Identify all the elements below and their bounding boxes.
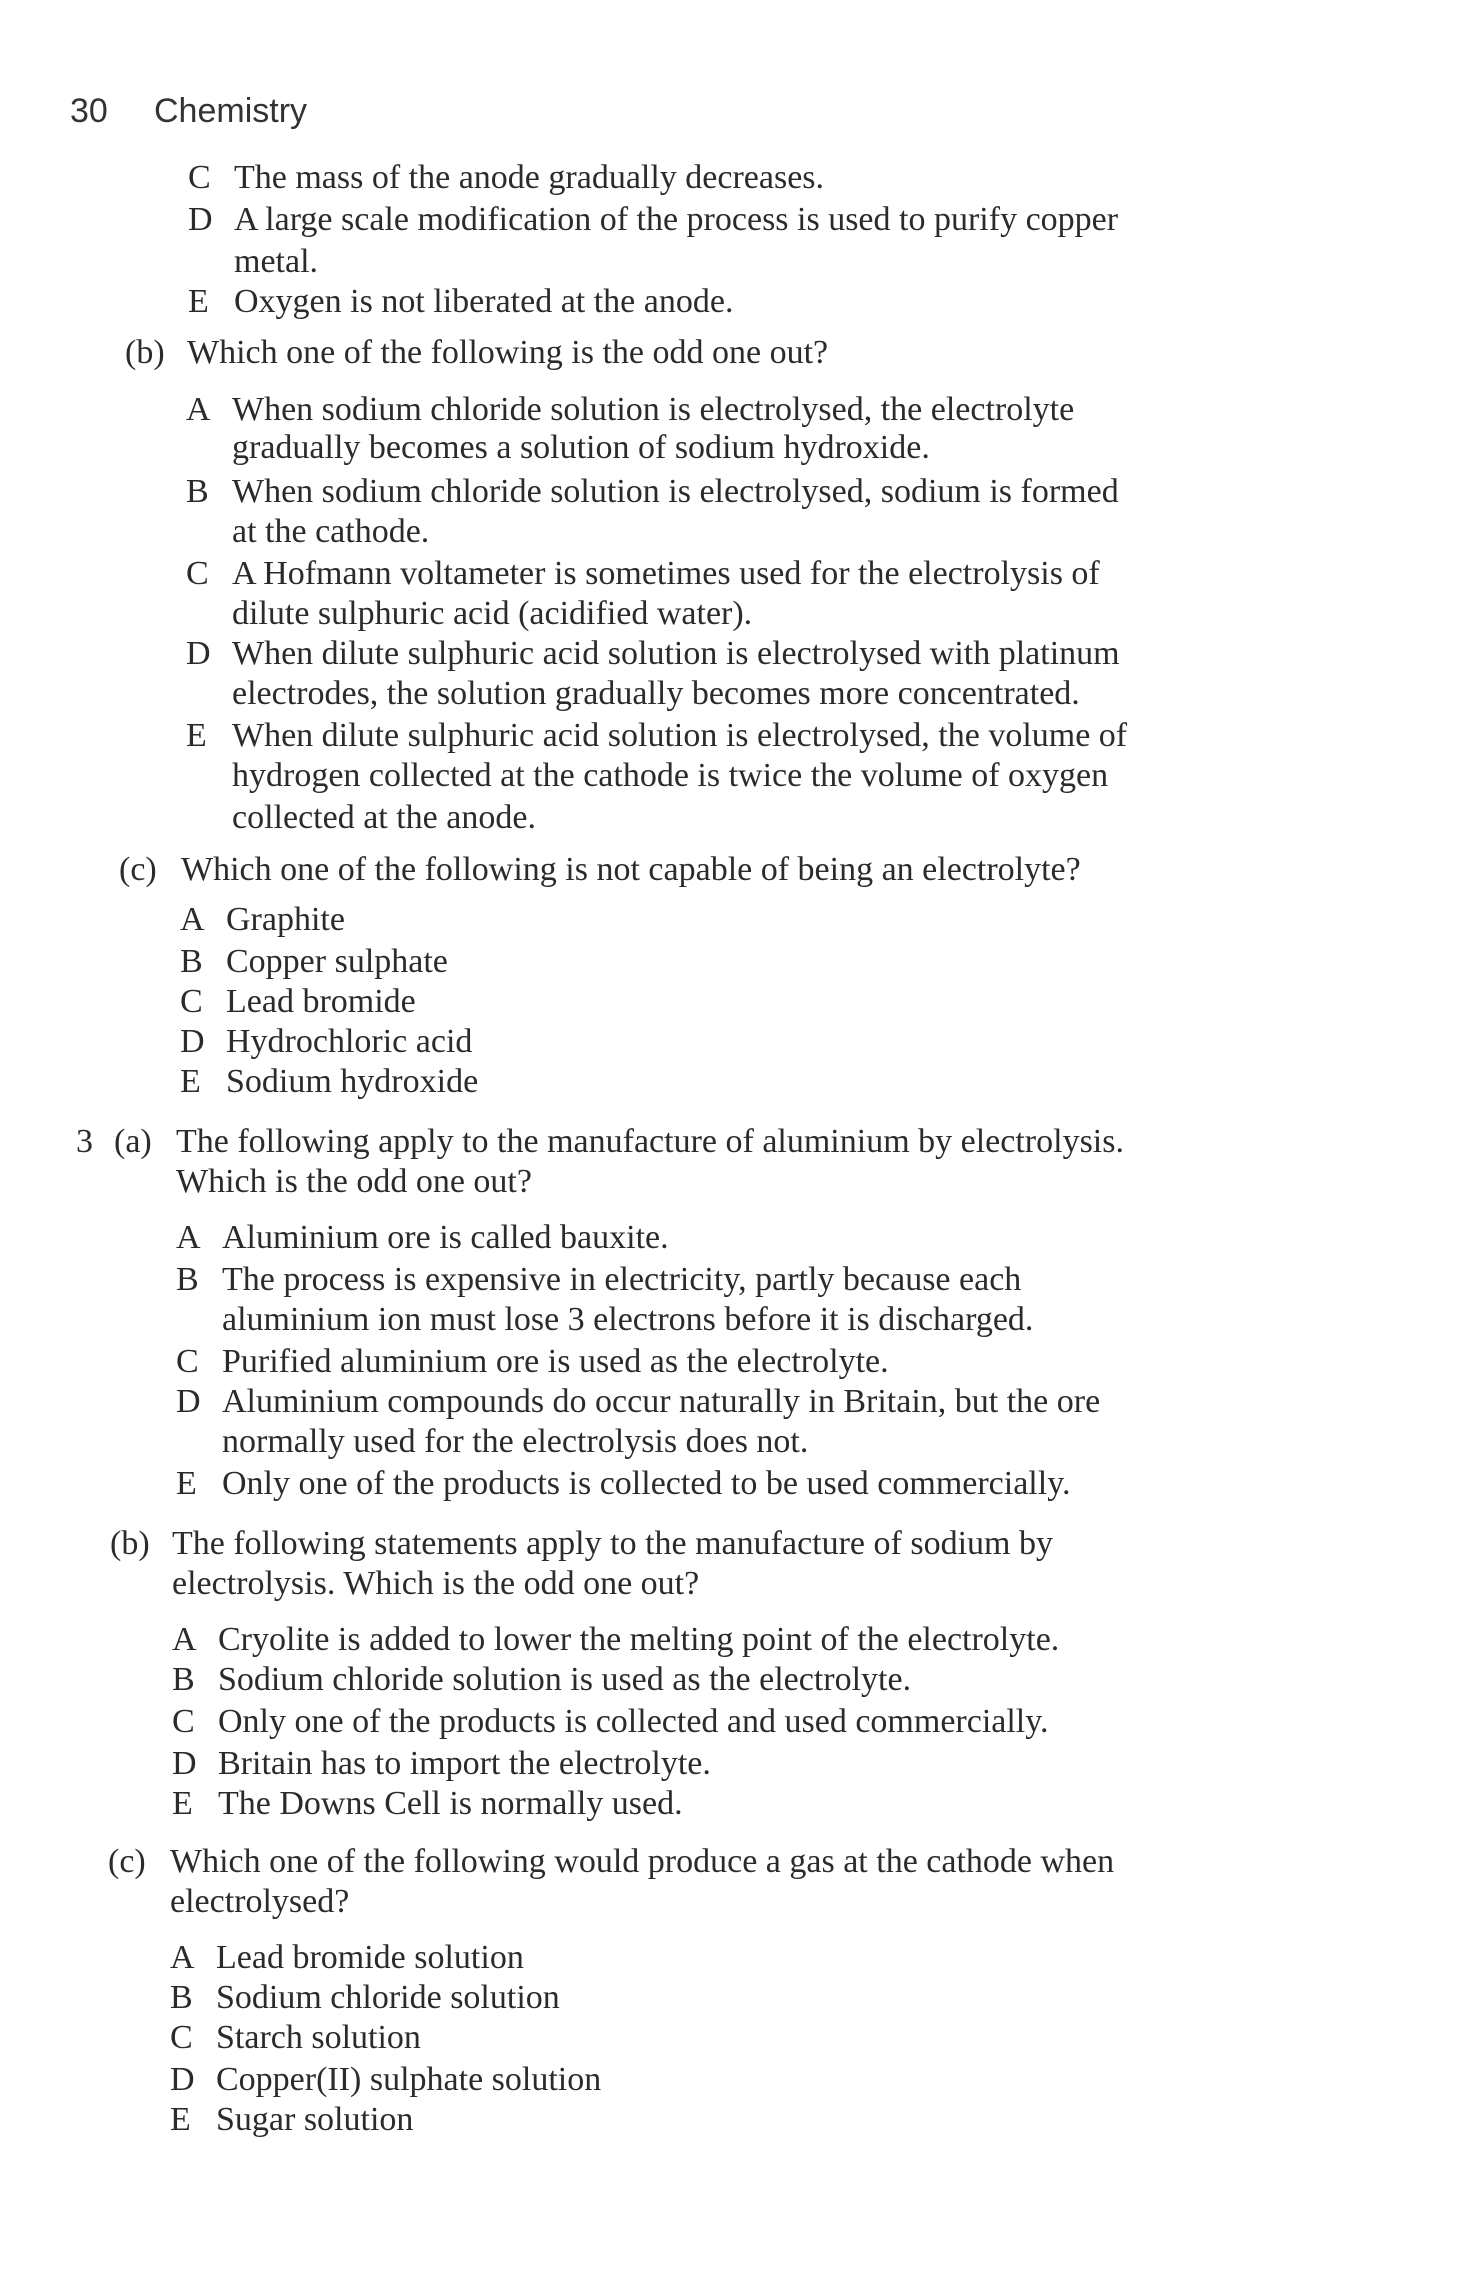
- option-letter: A: [172, 1621, 197, 1658]
- option-letter: D: [188, 201, 213, 238]
- option-letter: D: [186, 635, 211, 672]
- option-letter: C: [170, 2019, 193, 2056]
- question-number: 3: [76, 1123, 93, 1160]
- option-letter: A: [170, 1939, 195, 1976]
- question-part-label: (c): [108, 1843, 146, 1880]
- option-text-line: collected at the anode.: [232, 799, 536, 836]
- option-text-line: The process is expensive in electricity, partly because each: [222, 1261, 1022, 1298]
- option-text-line: A large scale modification of the process is used to purify copper: [234, 201, 1119, 238]
- option-text-line: Only one of the products is collected to be used commercially.: [222, 1465, 1071, 1502]
- option-text-line: When dilute sulphuric acid solution is electrolysed, the volume of: [232, 717, 1128, 754]
- option-text-line: normally used for the electrolysis does not.: [222, 1423, 809, 1460]
- option-letter: D: [180, 1023, 205, 1060]
- page-header: [70, 92, 307, 131]
- option-text-line: When dilute sulphuric acid solution is electrolysed with platinum: [232, 635, 1120, 672]
- option-letter: E: [180, 1063, 201, 1100]
- option-text-line: Hydrochloric acid: [226, 1023, 473, 1060]
- option-text-line: Copper(II) sulphate solution: [216, 2061, 602, 2098]
- option-text-line: Oxygen is not liberated at the anode.: [234, 283, 734, 320]
- option-letter: E: [186, 717, 207, 754]
- option-letter: B: [180, 943, 203, 980]
- option-text-line: Aluminium ore is called bauxite.: [222, 1219, 669, 1256]
- option-letter: D: [172, 1745, 197, 1782]
- option-text-line: The Downs Cell is normally used.: [218, 1785, 683, 1822]
- question-part-label: (b): [110, 1525, 150, 1562]
- option-text-line: metal.: [234, 243, 319, 280]
- option-text-line: Sugar solution: [216, 2101, 414, 2138]
- option-text-line: Copper sulphate: [226, 943, 448, 980]
- option-text-line: The mass of the anode gradually decreases.: [234, 159, 825, 196]
- option-text-line: When sodium chloride solution is electrolysed, the electrolyte: [232, 391, 1075, 428]
- option-letter: A: [176, 1219, 201, 1256]
- option-text-line: Only one of the products is collected and used commercially.: [218, 1703, 1049, 1740]
- option-text-line: aluminium ion must lose 3 electrons before it is discharged.: [222, 1301, 1034, 1338]
- question-part-label: (b): [125, 334, 165, 371]
- question-stem-line: Which one of the following is the odd one out?: [187, 334, 829, 371]
- option-letter: E: [188, 283, 209, 320]
- option-text-line: Graphite: [226, 901, 345, 938]
- option-letter: E: [170, 2101, 191, 2138]
- option-text-line: dilute sulphuric acid (acidified water).: [232, 595, 753, 632]
- option-text-line: Purified aluminium ore is used as the electrolyte.: [222, 1343, 889, 1380]
- option-text-line: A Hofmann voltameter is sometimes used for the electrolysis of: [232, 555, 1100, 592]
- option-letter: B: [170, 1979, 193, 2016]
- option-letter: B: [176, 1261, 199, 1298]
- question-stem-line: Which one of the following is not capable of being an electrolyte?: [181, 851, 1081, 888]
- option-letter: E: [176, 1465, 197, 1502]
- option-letter: B: [186, 473, 209, 510]
- option-letter: E: [172, 1785, 193, 1822]
- option-text-line: Lead bromide solution: [216, 1939, 524, 1976]
- question-part-label: (a): [114, 1123, 152, 1160]
- option-letter: C: [188, 159, 211, 196]
- option-letter: C: [172, 1703, 195, 1740]
- chapter-title: Chemistry: [154, 92, 308, 130]
- question-stem-line: Which one of the following would produce a gas at the cathode when: [170, 1843, 1115, 1880]
- option-letter: A: [180, 901, 205, 938]
- question-stem-line: The following statements apply to the manufacture of sodium by: [172, 1525, 1053, 1562]
- option-text-line: Sodium chloride solution: [216, 1979, 560, 2016]
- option-text-line: Sodium chloride solution is used as the electrolyte.: [218, 1661, 912, 1698]
- option-text-line: Starch solution: [216, 2019, 421, 2056]
- page-number: 30: [70, 92, 108, 130]
- option-text-line: Aluminium compounds do occur naturally in Britain, but the ore: [222, 1383, 1101, 1420]
- question-stem-line: electrolysis. Which is the odd one out?: [172, 1565, 700, 1602]
- option-text-line: Cryolite is added to lower the melting point of the electrolyte.: [218, 1621, 1060, 1658]
- option-text-line: hydrogen collected at the cathode is twice the volume of oxygen: [232, 757, 1109, 794]
- option-text-line: Sodium hydroxide: [226, 1063, 479, 1100]
- question-part-label: (c): [119, 851, 157, 888]
- option-text-line: Britain has to import the electrolyte.: [218, 1745, 711, 1782]
- option-letter: D: [176, 1383, 201, 1420]
- option-text-line: gradually becomes a solution of sodium hydroxide.: [232, 429, 930, 466]
- option-letter: C: [176, 1343, 199, 1380]
- option-text-line: electrodes, the solution gradually becomes more concentrated.: [232, 675, 1080, 712]
- option-letter: B: [172, 1661, 195, 1698]
- question-stem-line: The following apply to the manufacture of aluminium by electrolysis.: [176, 1123, 1124, 1160]
- option-letter: C: [186, 555, 209, 592]
- option-letter: C: [180, 983, 203, 1020]
- option-letter: A: [186, 391, 211, 428]
- option-text-line: at the cathode.: [232, 513, 430, 550]
- question-stem-line: electrolysed?: [170, 1883, 350, 1920]
- question-stem-line: Which is the odd one out?: [176, 1163, 532, 1200]
- option-text-line: Lead bromide: [226, 983, 416, 1020]
- option-text-line: When sodium chloride solution is electrolysed, sodium is formed: [232, 473, 1119, 510]
- option-letter: D: [170, 2061, 195, 2098]
